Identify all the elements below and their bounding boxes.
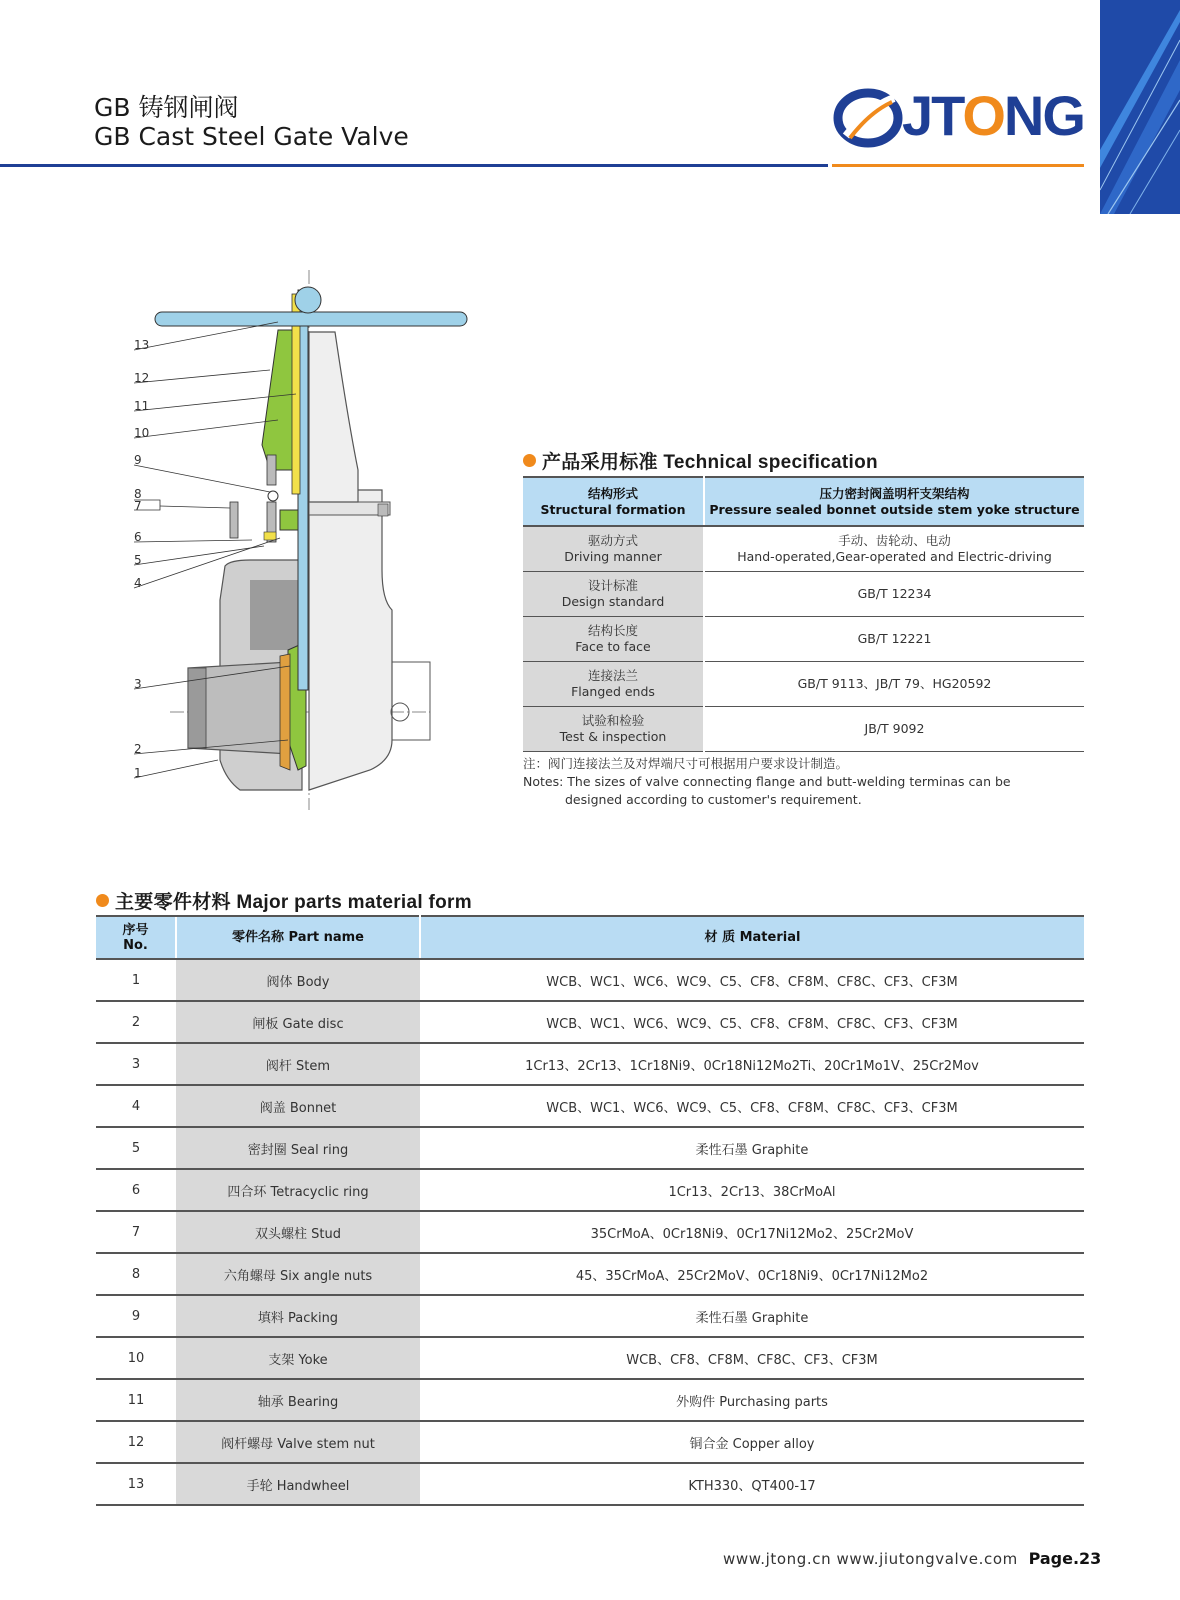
spec-key-cn: 连接法兰 xyxy=(587,668,638,683)
callout-label-13: 13 xyxy=(134,338,150,352)
spec-row xyxy=(523,526,1084,572)
table-row xyxy=(96,1463,1084,1505)
part-no: 9 xyxy=(96,1295,176,1337)
bullet-dot-icon xyxy=(96,894,109,907)
spec-value-en: Hand-operated,Gear-operated and Electric-driving xyxy=(737,549,1052,564)
parts-table xyxy=(96,915,1084,1506)
part-name: 密封圈 Seal ring xyxy=(176,1127,420,1169)
parts-header-row xyxy=(96,916,1084,959)
callout-label-10: 10 xyxy=(134,426,150,440)
jtong-logo-text xyxy=(902,83,1084,148)
corner-decoration xyxy=(1100,0,1180,214)
spec-value-cn: 手动、齿轮动、电动 xyxy=(838,533,951,548)
callout-label-1: 1 xyxy=(134,766,142,780)
part-name: 四合环 Tetracyclic ring xyxy=(176,1169,420,1211)
part-name: 阀体 Body xyxy=(176,959,420,1001)
spec-key-en: Flanged ends xyxy=(571,684,655,699)
table-row xyxy=(96,1085,1084,1127)
spec-key xyxy=(523,707,704,752)
parts-header-no-en: No. xyxy=(123,937,148,953)
part-no: 11 xyxy=(96,1379,176,1421)
part-no: 12 xyxy=(96,1421,176,1463)
part-material: WCB、WC1、WC6、WC9、C5、CF8、CF8M、CF8C、CF3、CF3M xyxy=(420,959,1084,1001)
part-material: WCB、WC1、WC6、WC9、C5、CF8、CF8M、CF8C、CF3、CF3M xyxy=(420,1001,1084,1043)
callout-label-3: 3 xyxy=(134,677,142,691)
logo-text-ng: NG xyxy=(1003,84,1084,147)
table-row xyxy=(96,1043,1084,1085)
part-name: 阀盖 Bonnet xyxy=(176,1085,420,1127)
logo-text-o: O xyxy=(962,84,1004,147)
part-no: 6 xyxy=(96,1169,176,1211)
spec-key-cn: 试验和检验 xyxy=(581,713,645,728)
part-no: 13 xyxy=(96,1463,176,1505)
part-material: WCB、WC1、WC6、WC9、C5、CF8、CF8M、CF8C、CF3、CF3M xyxy=(420,1085,1084,1127)
part-material: KTH330、QT400-17 xyxy=(420,1463,1084,1505)
part-no: 8 xyxy=(96,1253,176,1295)
table-row xyxy=(96,1253,1084,1295)
spec-key xyxy=(523,662,704,707)
part-material: 铜合金 Copper alloy xyxy=(420,1421,1084,1463)
part-name: 六角螺母 Six angle nuts xyxy=(176,1253,420,1295)
part-material: 柔性石墨 Graphite xyxy=(420,1127,1084,1169)
callout-label-2: 2 xyxy=(134,742,142,756)
header-rule-blue xyxy=(0,164,828,167)
footer-websites[interactable]: www.jtong.cn www.jiutongvalve.com xyxy=(723,1550,1018,1568)
spec-row xyxy=(523,617,1084,662)
valve-section-drawing xyxy=(130,270,480,810)
parts-header-name: 零件名称 Part name xyxy=(176,916,420,959)
part-material: 35CrMoA、0Cr18Ni9、0Cr17Ni12Mo2、25Cr2MoV xyxy=(420,1211,1084,1253)
spec-row xyxy=(523,707,1084,752)
spec-section-title xyxy=(523,447,878,474)
spec-value xyxy=(704,526,1084,572)
part-material: 外购件 Purchasing parts xyxy=(420,1379,1084,1421)
page-title-en: GB Cast Steel Gate Valve xyxy=(94,122,409,151)
spec-key-en: Test & inspection xyxy=(559,729,667,744)
spec-header-key-en: Structural formation xyxy=(540,501,686,517)
parts-header-no xyxy=(96,916,176,959)
spec-header-value-cn: 压力密封阀盖明杆支架结构 xyxy=(819,485,970,501)
table-row xyxy=(96,1295,1084,1337)
note-en-line1: Notes: The sizes of valve connecting flange and butt-welding terminas can be xyxy=(523,774,1011,789)
spec-row xyxy=(523,572,1084,617)
bullet-dot-icon xyxy=(523,454,536,467)
spec-value: JB/T 9092 xyxy=(704,707,1084,752)
page-title-cn: GB 铸钢闸阀 xyxy=(94,93,239,122)
part-no: 3 xyxy=(96,1043,176,1085)
spec-key-en: Face to face xyxy=(575,639,651,654)
spec-key xyxy=(523,617,704,662)
spec-header-value xyxy=(704,477,1084,526)
table-row xyxy=(96,959,1084,1001)
part-no: 4 xyxy=(96,1085,176,1127)
spec-row xyxy=(523,662,1084,707)
parts-header-no-cn: 序号 xyxy=(122,922,149,938)
part-name: 支架 Yoke xyxy=(176,1337,420,1379)
header-rule-orange xyxy=(832,164,1084,167)
spec-key xyxy=(523,572,704,617)
part-name: 双头螺柱 Stud xyxy=(176,1211,420,1253)
part-no: 1 xyxy=(96,959,176,1001)
spec-header-row xyxy=(523,477,1084,526)
table-row xyxy=(96,1127,1084,1169)
spec-title-text: 产品采用标准 Technical specification xyxy=(542,452,878,473)
spec-note xyxy=(523,755,1083,809)
parts-header-material: 材 质 Material xyxy=(420,916,1084,959)
spec-header-key-cn: 结构形式 xyxy=(587,485,638,501)
callout-label-8: 8 xyxy=(134,487,142,501)
callout-label-11: 11 xyxy=(134,399,150,413)
table-row xyxy=(96,1421,1084,1463)
part-name: 填料 Packing xyxy=(176,1295,420,1337)
part-no: 7 xyxy=(96,1211,176,1253)
callout-label-9: 9 xyxy=(134,453,142,467)
part-name: 阀杆 Stem xyxy=(176,1043,420,1085)
spec-key-cn: 设计标准 xyxy=(587,578,638,593)
part-name: 轴承 Bearing xyxy=(176,1379,420,1421)
logo-text-jt: JT xyxy=(902,84,963,147)
page-footer xyxy=(723,1549,1101,1568)
part-no: 10 xyxy=(96,1337,176,1379)
part-name: 闸板 Gate disc xyxy=(176,1001,420,1043)
spec-key xyxy=(523,526,704,572)
spec-value: GB/T 9113、JB/T 79、HG20592 xyxy=(704,662,1084,707)
table-row xyxy=(96,1211,1084,1253)
spec-header-key xyxy=(523,477,704,526)
spec-key-cn: 结构长度 xyxy=(587,623,638,638)
table-row xyxy=(96,1379,1084,1421)
callout-label-6: 6 xyxy=(134,530,142,544)
part-no: 5 xyxy=(96,1127,176,1169)
callout-label-7: 7 xyxy=(134,499,142,513)
part-material: 柔性石墨 Graphite xyxy=(420,1295,1084,1337)
note-en-line2: designed according to customer's requirement. xyxy=(565,792,862,807)
spec-table xyxy=(523,476,1084,752)
part-name: 阀杆螺母 Valve stem nut xyxy=(176,1421,420,1463)
callout-label-5: 5 xyxy=(134,553,142,567)
table-row xyxy=(96,1169,1084,1211)
spec-key-en: Design standard xyxy=(561,594,665,609)
parts-section-title xyxy=(96,887,472,914)
spec-header-value-en: Pressure sealed bonnet outside stem yoke structure xyxy=(709,501,1080,517)
spec-value: GB/T 12221 xyxy=(704,617,1084,662)
part-no: 2 xyxy=(96,1001,176,1043)
part-material: 1Cr13、2Cr13、1Cr18Ni9、0Cr18Ni12Mo2Ti、20Cr1Mo1V、25Cr2Mov xyxy=(420,1043,1084,1085)
part-material: WCB、CF8、CF8M、CF8C、CF3、CF3M xyxy=(420,1337,1084,1379)
part-material: 45、35CrMoA、25Cr2MoV、0Cr18Ni9、0Cr17Ni12Mo2 xyxy=(420,1253,1084,1295)
part-name: 手轮 Handwheel xyxy=(176,1463,420,1505)
callout-label-12: 12 xyxy=(134,371,150,385)
callout-label-4: 4 xyxy=(134,576,142,590)
spec-key-cn: 驱动方式 xyxy=(587,533,638,548)
spec-key-en: Driving manner xyxy=(564,549,662,564)
table-row xyxy=(96,1337,1084,1379)
parts-title-text: 主要零件材料 Major parts material form xyxy=(115,892,472,913)
table-row xyxy=(96,1001,1084,1043)
part-material: 1Cr13、2Cr13、38CrMoAl xyxy=(420,1169,1084,1211)
page-number: Page.23 xyxy=(1028,1549,1102,1568)
note-cn: 注：阀门连接法兰及对焊端尺寸可根据用户要求设计制造。 xyxy=(523,756,849,771)
spec-value: GB/T 12234 xyxy=(704,572,1084,617)
